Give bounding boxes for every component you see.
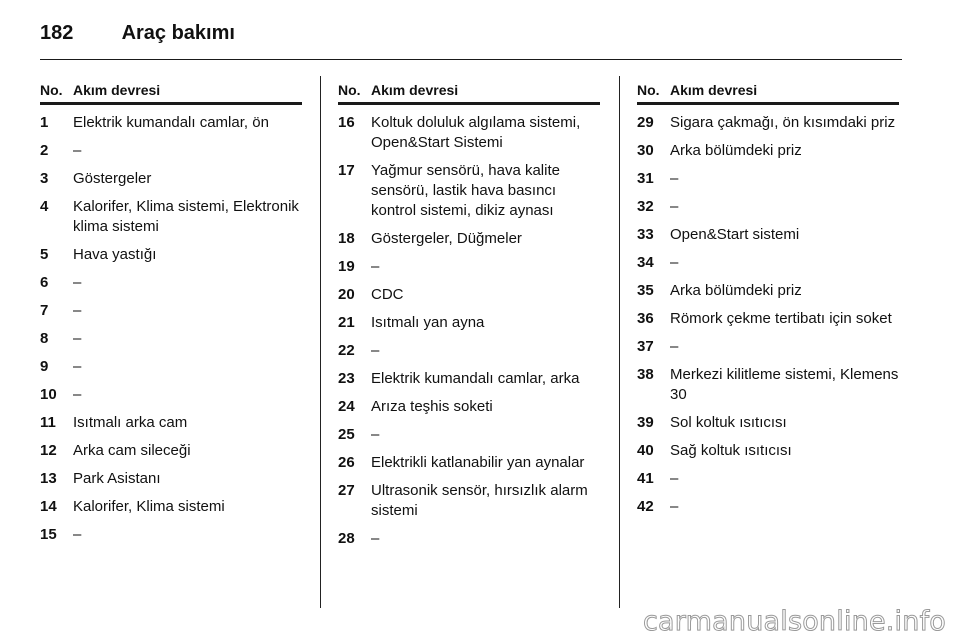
fuse-number: 41 bbox=[637, 470, 654, 487]
fuse-number: 36 bbox=[637, 310, 654, 327]
table-row bbox=[637, 113, 899, 133]
fuse-number: 29 bbox=[637, 114, 654, 131]
fuse-number: 5 bbox=[40, 246, 49, 263]
fuse-number: 24 bbox=[338, 398, 355, 415]
table-row bbox=[338, 161, 600, 221]
table-row bbox=[637, 497, 899, 517]
page-number: 182 bbox=[40, 22, 74, 44]
fuse-number: 27 bbox=[338, 482, 355, 499]
circuit-description: Yağmur sensörü, hava kalite sensörü, lastik hava basıncı kontrol sistemi, dikiz aynası bbox=[371, 162, 560, 219]
table-header bbox=[40, 80, 302, 105]
circuit-description: – bbox=[670, 498, 679, 515]
circuit-description: – bbox=[371, 426, 380, 443]
column-divider bbox=[619, 76, 620, 608]
circuit-description: – bbox=[73, 526, 82, 543]
circuit-description: CDC bbox=[371, 286, 404, 303]
table-row bbox=[40, 497, 302, 517]
fuse-number: 30 bbox=[637, 142, 654, 159]
table-row bbox=[637, 309, 899, 329]
circuit-description: Isıtmalı arka cam bbox=[73, 414, 188, 431]
table-row bbox=[40, 141, 302, 161]
circuit-description: Kalorifer, Klima sistemi, Elektronik klima sistemi bbox=[73, 198, 299, 235]
header-no: No. bbox=[338, 82, 361, 98]
fuse-number: 31 bbox=[637, 170, 654, 187]
table-row bbox=[338, 313, 600, 333]
circuit-description: Sol koltuk ısıtıcısı bbox=[670, 414, 787, 431]
header-rule bbox=[40, 59, 902, 60]
fuse-number: 8 bbox=[40, 330, 49, 347]
circuit-description: Göstergeler bbox=[73, 170, 152, 187]
table-row bbox=[338, 425, 600, 445]
table-rows bbox=[637, 113, 899, 517]
table-row bbox=[40, 329, 302, 349]
fuse-number: 18 bbox=[338, 230, 355, 247]
table-rows bbox=[40, 113, 302, 545]
circuit-description: Open&Start sistemi bbox=[670, 226, 800, 243]
fuse-number: 9 bbox=[40, 358, 49, 375]
header-circuit: Akım devresi bbox=[670, 82, 758, 98]
fuse-number: 17 bbox=[338, 162, 355, 179]
circuit-description: – bbox=[371, 342, 380, 359]
table-row bbox=[40, 197, 302, 237]
fuse-number: 23 bbox=[338, 370, 355, 387]
fuse-number: 21 bbox=[338, 314, 355, 331]
fuse-number: 7 bbox=[40, 302, 49, 319]
circuit-description: – bbox=[670, 338, 679, 355]
circuit-description: – bbox=[670, 470, 679, 487]
fuse-number: 42 bbox=[637, 498, 654, 515]
fuse-number: 3 bbox=[40, 170, 49, 187]
fuse-table-column-1 bbox=[40, 80, 302, 553]
fuse-number: 12 bbox=[40, 442, 57, 459]
fuse-number: 33 bbox=[637, 226, 654, 243]
table-row bbox=[40, 525, 302, 545]
table-row bbox=[338, 285, 600, 305]
circuit-description: – bbox=[73, 142, 82, 159]
circuit-description: – bbox=[73, 330, 82, 347]
circuit-description: Ultrasonik sensör, hırsızlık alarm sistemi bbox=[371, 482, 588, 519]
fuse-number: 11 bbox=[40, 414, 56, 431]
fuse-number: 28 bbox=[338, 530, 355, 547]
table-header bbox=[338, 80, 600, 105]
table-row bbox=[338, 453, 600, 473]
fuse-number: 20 bbox=[338, 286, 355, 303]
circuit-description: Park Asistanı bbox=[73, 470, 161, 487]
fuse-number: 4 bbox=[40, 198, 49, 215]
table-row bbox=[637, 197, 899, 217]
fuse-number: 35 bbox=[637, 282, 654, 299]
header-no: No. bbox=[40, 82, 63, 98]
fuse-number: 40 bbox=[637, 442, 654, 459]
table-row bbox=[338, 397, 600, 417]
table-row bbox=[637, 365, 899, 405]
fuse-number: 25 bbox=[338, 426, 355, 443]
fuse-number: 2 bbox=[40, 142, 49, 159]
circuit-description: Merkezi kilitleme sistemi, Klemens 30 bbox=[670, 366, 899, 403]
circuit-description: Arka bölümdeki priz bbox=[670, 282, 802, 299]
circuit-description: – bbox=[371, 530, 380, 547]
circuit-description: – bbox=[73, 358, 82, 375]
table-row bbox=[40, 113, 302, 133]
table-row bbox=[40, 357, 302, 377]
table-row bbox=[637, 225, 899, 245]
table-rows bbox=[338, 113, 600, 549]
table-row bbox=[338, 229, 600, 249]
table-row bbox=[40, 273, 302, 293]
circuit-description: – bbox=[73, 274, 82, 291]
table-row bbox=[40, 169, 302, 189]
header-no: No. bbox=[637, 82, 660, 98]
fuse-number: 14 bbox=[40, 498, 57, 515]
table-row bbox=[637, 141, 899, 161]
circuit-description: Isıtmalı yan ayna bbox=[371, 314, 485, 331]
table-row bbox=[637, 281, 899, 301]
table-row bbox=[338, 257, 600, 277]
circuit-description: Elektrik kumandalı camlar, ön bbox=[73, 114, 269, 131]
fuse-number: 22 bbox=[338, 342, 355, 359]
circuit-description: – bbox=[670, 254, 679, 271]
circuit-description: – bbox=[73, 386, 82, 403]
fuse-number: 32 bbox=[637, 198, 654, 215]
circuit-description: Römork çekme tertibatı için soket bbox=[670, 310, 892, 327]
fuse-table-column-3 bbox=[637, 80, 899, 525]
circuit-description: Arıza teşhis soketi bbox=[371, 398, 493, 415]
header-circuit: Akım devresi bbox=[73, 82, 161, 98]
fuse-number: 15 bbox=[40, 526, 57, 543]
fuse-table-column-2 bbox=[338, 80, 600, 557]
page-header bbox=[40, 18, 235, 48]
fuse-number: 37 bbox=[637, 338, 654, 355]
circuit-description: Sigara çakmağı, ön kısımdaki priz bbox=[670, 114, 896, 131]
fuse-number: 10 bbox=[40, 386, 57, 403]
table-row bbox=[637, 169, 899, 189]
column-divider bbox=[320, 76, 321, 608]
table-row bbox=[637, 413, 899, 433]
table-row bbox=[637, 469, 899, 489]
table-row bbox=[40, 441, 302, 461]
table-row bbox=[637, 441, 899, 461]
table-row bbox=[338, 113, 600, 153]
circuit-description: Hava yastığı bbox=[73, 246, 157, 263]
circuit-description: Sağ koltuk ısıtıcısı bbox=[670, 442, 792, 459]
circuit-description: Arka cam sileceği bbox=[73, 442, 191, 459]
circuit-description: – bbox=[371, 258, 380, 275]
fuse-number: 1 bbox=[40, 114, 49, 131]
circuit-description: – bbox=[670, 198, 679, 215]
circuit-description: Göstergeler, Düğmeler bbox=[371, 230, 522, 247]
circuit-description: Koltuk doluluk algılama sistemi, Open&Start Sistemi bbox=[371, 114, 581, 151]
header-circuit: Akım devresi bbox=[371, 82, 459, 98]
fuse-number: 34 bbox=[637, 254, 654, 271]
fuse-number: 19 bbox=[338, 258, 355, 275]
table-row bbox=[637, 253, 899, 273]
fuse-number: 26 bbox=[338, 454, 355, 471]
table-row bbox=[338, 529, 600, 549]
fuse-number: 16 bbox=[338, 114, 355, 131]
fuse-number: 38 bbox=[637, 366, 654, 383]
circuit-description: Elektrik kumandalı camlar, arka bbox=[371, 370, 580, 387]
circuit-description: – bbox=[670, 170, 679, 187]
fuse-number: 6 bbox=[40, 274, 49, 291]
circuit-description: Elektrikli katlanabilir yan aynalar bbox=[371, 454, 585, 471]
table-row bbox=[40, 469, 302, 489]
table-row bbox=[338, 341, 600, 361]
table-row bbox=[40, 385, 302, 405]
table-header bbox=[637, 80, 899, 105]
table-row bbox=[338, 481, 600, 521]
table-row bbox=[40, 413, 302, 433]
table-row bbox=[40, 301, 302, 321]
page-title: Araç bakımı bbox=[121, 22, 235, 44]
fuse-number: 39 bbox=[637, 414, 654, 431]
table-row bbox=[40, 245, 302, 265]
circuit-description: – bbox=[73, 302, 82, 319]
table-row bbox=[637, 337, 899, 357]
fuse-number: 13 bbox=[40, 470, 57, 487]
circuit-description: Arka bölümdeki priz bbox=[670, 142, 802, 159]
watermark: carmanualsonline.info bbox=[643, 606, 946, 637]
circuit-description: Kalorifer, Klima sistemi bbox=[73, 498, 225, 515]
table-row bbox=[338, 369, 600, 389]
